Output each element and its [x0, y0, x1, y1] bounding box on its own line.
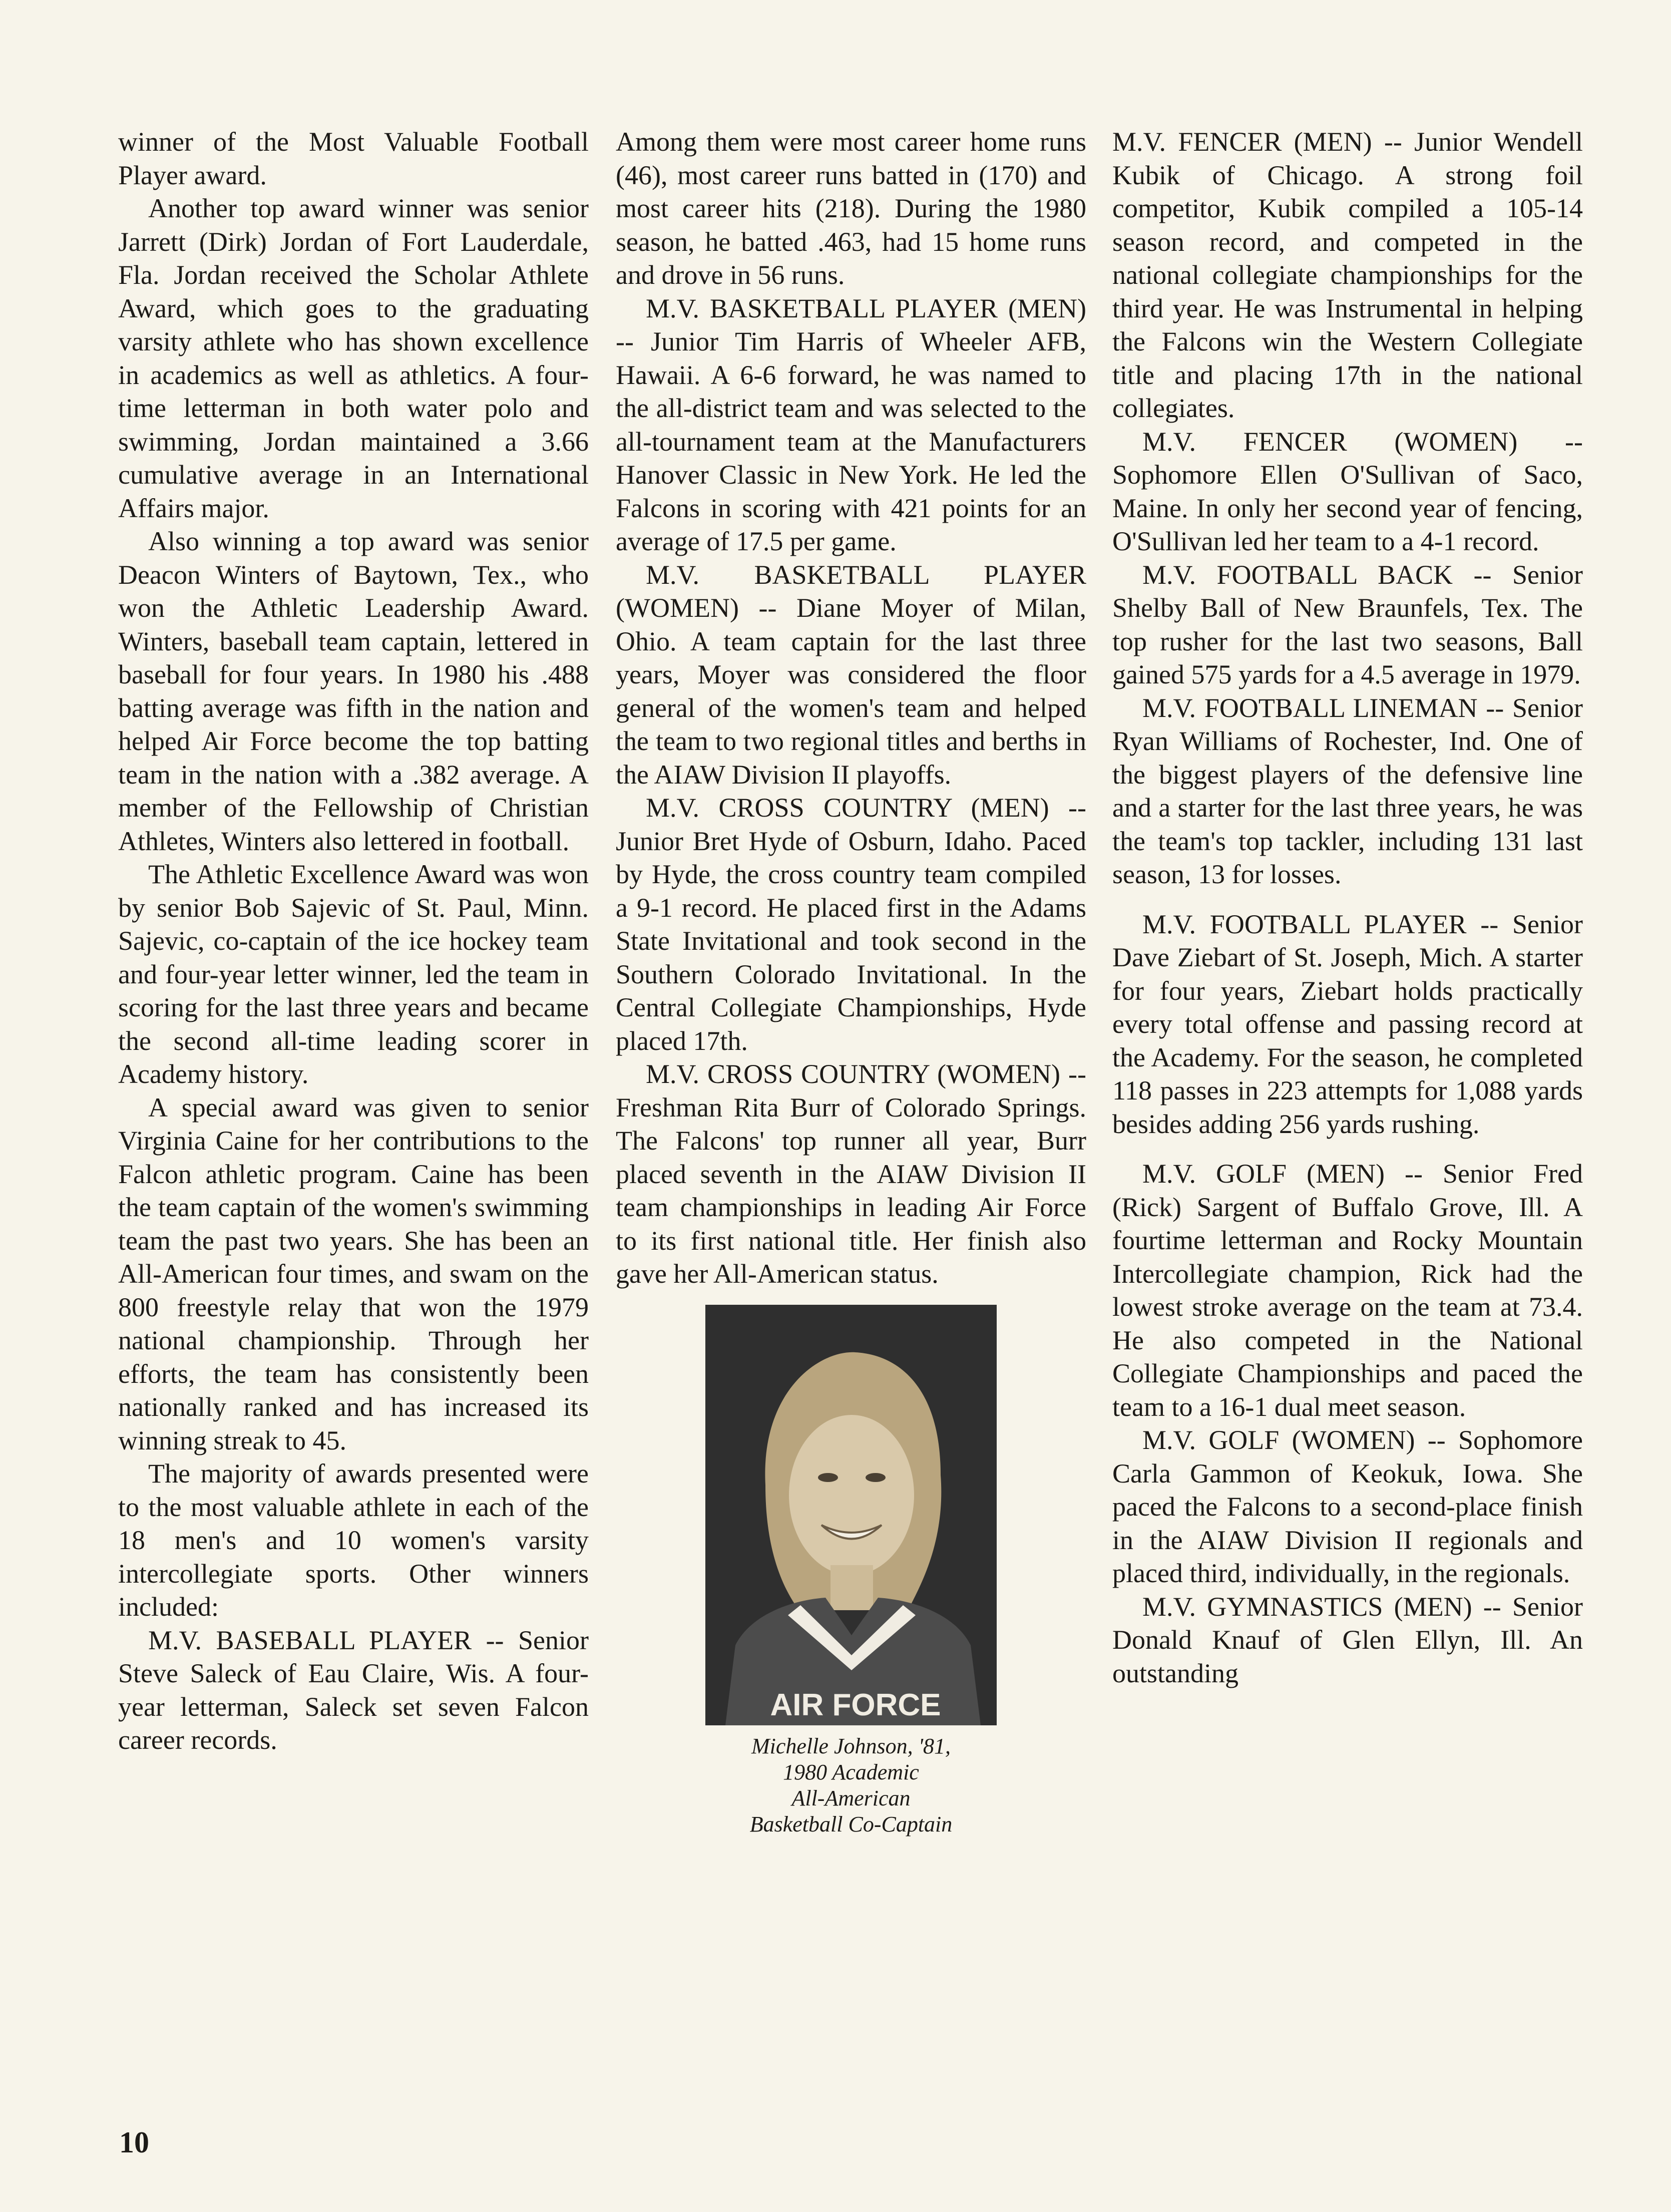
photo-caption — [616, 1733, 1086, 1837]
paragraph: M.V. BASKETBALL PLAYER (MEN) -- Junior Tim Harris of Wheeler AFB, Hawaii. A 6-6 forward, he was named to the all-district team and was selected to the all-tournament team at the Manufacturers Hanover Classic in New York. He led the Falcons in scoring with 421 points for an average of 17.5 per game. — [616, 293, 1086, 556]
article-column-2 — [616, 125, 1086, 1837]
paragraph: M.V. FENCER (WOMEN) -- Sophomore Ellen O'Sullivan of Saco, Maine. In only her second year of fencing, O'Sullivan led her team to a 4-1 record. — [1112, 426, 1583, 556]
paragraph: M.V. FENCER (MEN) -- Junior Wendell Kubik of Chicago. A strong foil competitor, Kubik compiled a 105-14 season record, and competed in the national collegiate championships for the third year. He was Instrumental in helping the Falcons win the Western Collegiate title and placing 17th in the national collegiates. — [1112, 127, 1583, 423]
caption-line: All-American — [791, 1785, 911, 1810]
paragraph: M.V. GOLF (MEN) -- Senior Fred (Rick) Sargent of Buffalo Grove, Ill. A fourtime letterman and Rocky Mountain Intercollegiate champion, Rick had the lowest stroke average on the team at 73.4. He also competed in the National Collegiate Championships and paced the team to a 16-1 dual meet season. — [1112, 1159, 1583, 1422]
paragraph: M.V. CROSS COUNTRY (WOMEN) -- Freshman Rita Burr of Colorado Springs. The Falcons' top runner all year, Burr placed seventh in the AIAW Division II team championships in leading Air Force to its first national title. Her finish also gave her All-American status. — [616, 1059, 1086, 1289]
paragraph: A special award was given to senior Virginia Caine for her contributions to the Falcon athletic program. Caine has been the team captain of the women's swimming team the past two years. She has been an All-American four times, and swam on the 800 freestyle relay that won the 1979 national championship. Through her efforts, the team has consistently been nationally ranked and has increased its winning streak to 45. — [118, 1092, 589, 1455]
jersey-text: AIR FORCE — [770, 1687, 941, 1722]
paragraph: M.V. FOOTBALL BACK -- Senior Shelby Ball of New Braunfels, Tex. The top rusher for the last two seasons, Ball gained 575 yards for a 4.5 average in 1979. — [1112, 559, 1583, 689]
paragraph: M.V. FOOTBALL LINEMAN -- Senior Ryan Williams of Rochester, Ind. One of the biggest players of the defensive line and a starter for the last three years, he was the team's top tackler, including 131 last season, 13 for losses. — [1112, 692, 1583, 889]
paragraph: M.V. GYMNASTICS (MEN) -- Senior Donald Knauf of Glen Ellyn, Ill. An outstanding — [1112, 1591, 1583, 1688]
paragraph: M.V. CROSS COUNTRY (MEN) -- Junior Bret Hyde of Osburn, Idaho. Paced by Hyde, the cross country team compiled a 9-1 record. He placed first in the Adams State Invitational and took second in the Southern Colorado Invitational. In the Central Collegiate Championships, Hyde placed 17th. — [616, 793, 1086, 1056]
article-column-3 — [1112, 125, 1583, 1690]
paragraph: Also winning a top award was senior Deacon Winters of Baytown, Tex., who won the Athletic Leadership Award. Winters, baseball team captain, lettered in baseball for four years. In 1980 his .488 batting average was fifth in the nation and helped Air Force become the top batting team in the nation with a .382 average. A member of the Fellowship of Christian Athletes, Winters also lettered in football. — [118, 526, 589, 856]
paragraph: M.V. FOOTBALL PLAYER -- Senior Dave Ziebart of St. Joseph, Mich. A starter for four years, Ziebart holds practically every total offense and passing record at the Academy. For the season, he completed 118 passes in 223 attempts for 1,088 yards besides adding 256 yards rushing. — [1112, 909, 1583, 1139]
paragraph: Among them were most career home runs (46), most career runs batted in (170) and most career hits (218). During the 1980 season, he batted .463, had 15 home runs and drove in 56 runs. — [616, 127, 1086, 290]
caption-line: Basketball Co-Captain — [749, 1811, 953, 1836]
page-number: 10 — [119, 2126, 149, 2159]
portrait-photo — [705, 1305, 997, 1725]
paragraph: Another top award winner was senior Jarrett (Dirk) Jordan of Fort Lauderdale, Fla. Jordan received the Scholar Athlete Award, which goes to the graduating varsity athlete who has shown excellence in academics as well as athletics. A four-time letterman in both water polo and swimming, Jordan maintained a 3.66 cumulative average in an International Affairs major. — [118, 193, 589, 523]
photo-figure — [616, 1305, 1086, 1837]
paragraph: The majority of awards presented were to the most valuable athlete in each of the 18 men's and 10 women's varsity intercollegiate sports. Other winners included: — [118, 1458, 589, 1622]
caption-line: 1980 Academic — [783, 1759, 919, 1784]
caption-line: Michelle Johnson, '81, — [751, 1733, 951, 1758]
paragraph: M.V. GOLF (WOMEN) -- Sophomore Carla Gammon of Keokuk, Iowa. She paced the Falcons to a second-place finish in the AIAW Division II regionals and placed third, individually, in the regionals. — [1112, 1425, 1583, 1588]
article-column-1 — [118, 125, 589, 1757]
paragraph: M.V. BASKETBALL PLAYER (WOMEN) -- Diane Moyer of Milan, Ohio. A team captain for the last three years, Moyer was considered the floor general of the women's team and helped the team to two regional titles and berths in the AIAW Division II playoffs. — [616, 559, 1086, 790]
paragraph: M.V. BASEBALL PLAYER -- Senior Steve Saleck of Eau Claire, Wis. A four-year letterman, Saleck set seven Falcon career records. — [118, 1625, 589, 1755]
paragraph: The Athletic Excellence Award was won by senior Bob Sajevic of St. Paul, Minn. Sajevic, co-captain of the ice hockey team and four-year letter winner, led the team in scoring for the last three years and became the second all-time leading scorer in Academy history. — [118, 859, 589, 1089]
paragraph: winner of the Most Valuable Football Player award. — [118, 127, 589, 190]
